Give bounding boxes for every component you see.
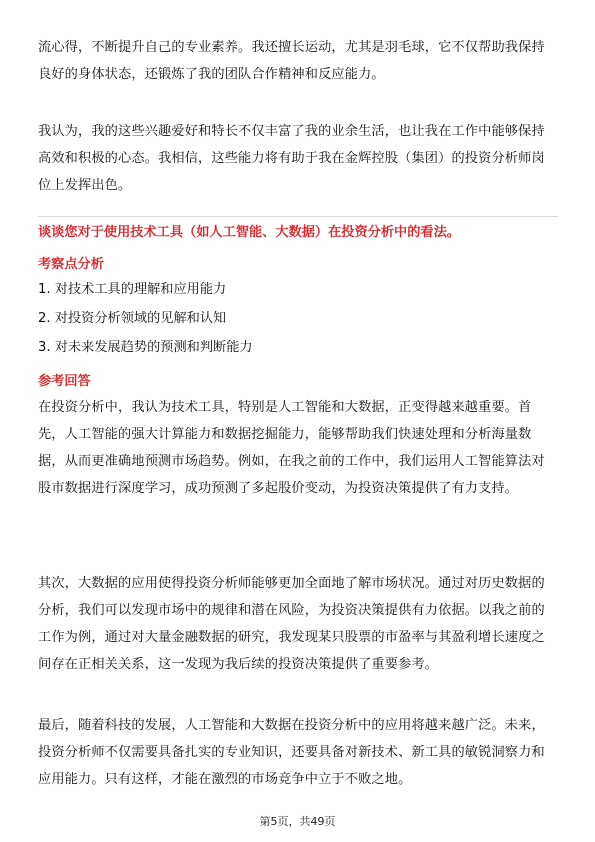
question-title: 谈谈您对于使用技术工具（如人工智能、大数据）在投资分析中的看法。	[38, 225, 460, 240]
analysis-heading: 考察点分析	[38, 257, 104, 272]
answer-paragraph-3: 最后，随着科技的发展，人工智能和大数据在投资分析中的应用将越来越广泛。未来，投资分析师不仅需要具备扎实的专业知识，还要具备对新技术、新工具的敏锐洞察力和应用能力。只有这样，才能在激烈的市场竞争中立于不败之地。	[38, 718, 545, 787]
section-divider	[38, 216, 558, 217]
intro-paragraph-1: 流心得，不断提升自己的专业素养。我还擅长运动，尤其是羽毛球，它不仅帮助我保持良好的身体状态，还锻炼了我的团队合作精神和反应能力。	[38, 40, 545, 82]
page-number: 第5页，共49页	[259, 815, 336, 828]
analysis-point: 3. 对未来发展趋势的预测和判断能力	[38, 340, 253, 355]
answer-paragraph-1: 在投资分析中，我认为技术工具，特别是人工智能和大数据，正变得越来越重要。首先，人工智能的强大计算能力和数据挖掘能力，能够帮助我们快速处理和分析海量数据，从而更准确地预测市场趋势。例如，在我之前的工作中，我们运用人工智能算法对股市数据进行深度学习，成功预测了多起股价变动，为投资决策提供了有力支持。	[38, 400, 545, 496]
answer-paragraph-2: 其次，大数据的应用使得投资分析师能够更加全面地了解市场状况。通过对历史数据的分析，我们可以发现市场中的规律和潜在风险，为投资决策提供有力依据。以我之前的工作为例，通过对大量金融数据的研究，我发现某只股票的市盈率与其盈利增长速度之间存在正相关关系，这一发现为我后续的投资决策提供了重要参考。	[38, 576, 545, 672]
intro-paragraph-2: 我认为，我的这些兴趣爱好和特长不仅丰富了我的业余生活，也让我在工作中能够保持高效和积极的心态。我相信，这些能力将有助于我在金辉控股（集团）的投资分析师岗位上发挥出色。	[38, 124, 545, 193]
answer-heading: 参考回答	[38, 374, 91, 389]
analysis-point: 2. 对投资分析领域的见解和认知	[38, 311, 227, 326]
analysis-point: 1. 对技术工具的理解和应用能力	[38, 282, 227, 297]
